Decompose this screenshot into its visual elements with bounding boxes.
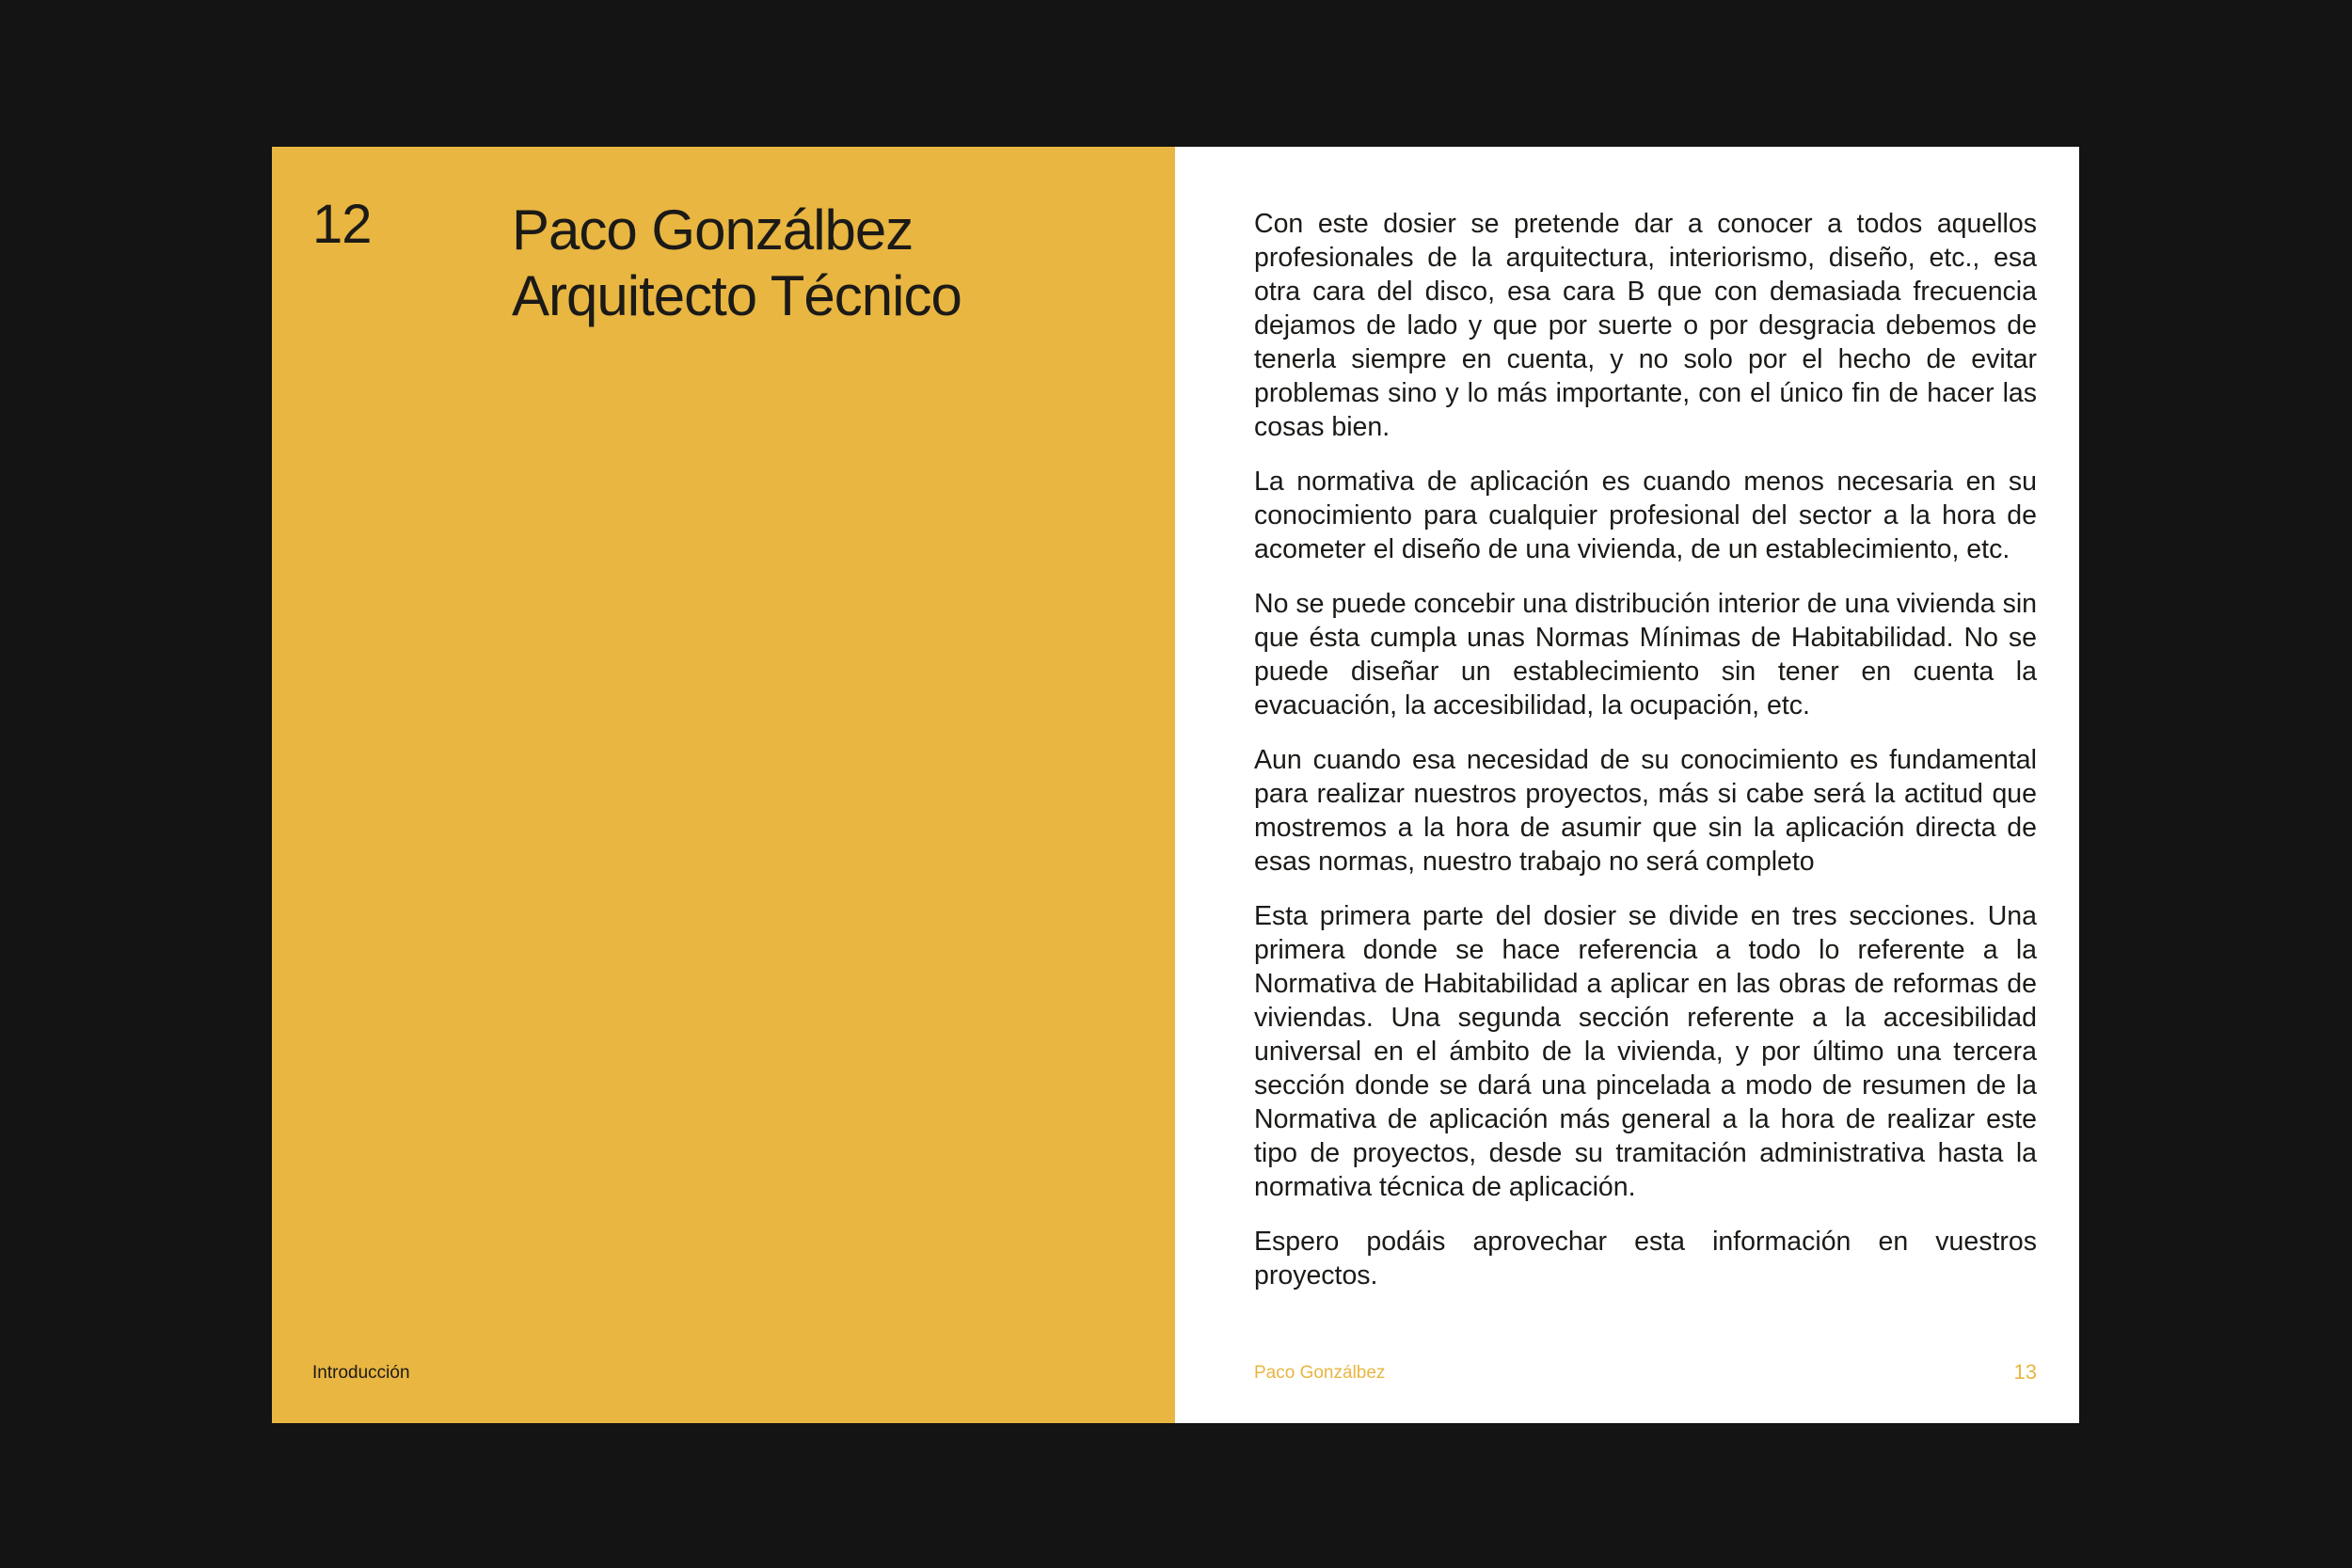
section-footer: Introducción [312, 1363, 410, 1383]
paragraph: Espero podáis aprovechar esta información en vuestros proyectos. [1254, 1227, 2037, 1291]
book-spread [272, 147, 2079, 1423]
author-footer: Paco Gonzálbez [1254, 1363, 1386, 1383]
paragraph: Aun cuando esa necesidad de su conocimiento es fundamental para realizar nuestros proyectos, más si cabe será la actitud que mostremos a la hora de asumir que sin la aplicación directa de esas normas, nuestro trabajo no será completo [1254, 745, 2037, 877]
left-page [272, 147, 1175, 1423]
author-name: Paco Gonzálbez [512, 198, 914, 261]
paragraph: Esta primera parte del dosier se divide en tres secciones. Una primera donde se hace referencia a todo lo referente a la Normativa de Habitabilidad a aplicar en las obras de reformas de viviendas. Una segunda sección referente a la accesibilidad universal en el ámbito de la vivienda, y por último una tercera sección donde se dará una pincelada a modo de resumen de la Normativa de aplicación más general a la hora de realizar este tipo de proyectos, desde su tramitación administrativa hasta la normativa técnica de aplicación. [1254, 901, 2037, 1202]
body-text [1254, 207, 2037, 1313]
paragraph: No se puede concebir una distribución interior de una vivienda sin que ésta cumpla unas Normas Mínimas de Habitabilidad. No se puede diseñar un establecimiento sin tener en cuenta la evacuación, la accesibilidad, la ocupación, etc. [1254, 589, 2037, 721]
left-page-number: 12 [312, 194, 372, 255]
paragraph: La normativa de aplicación es cuando menos necesaria en su conocimiento para cualquier profesional del sector a la hora de acometer el diseño de una vivienda, de un establecimiento, etc. [1254, 467, 2037, 564]
paragraph: Con este dosier se pretende dar a conocer a todos aquellos profesionales de la arquitectura, interiorismo, diseño, etc., esa otra cara del disco, esa cara B que con demasiada frecuencia dejamos de lado y que por suerte o por desgracia debemos de tenerla siempre en cuenta, y no solo por el hecho de evitar problemas sino y lo más importante, con el único fin de hacer las cosas bien. [1254, 209, 2037, 442]
right-page-number: 13 [2013, 1360, 2037, 1384]
right-page [1175, 147, 2079, 1423]
chapter-title [512, 198, 961, 329]
author-role: Arquitecto Técnico [512, 264, 961, 327]
